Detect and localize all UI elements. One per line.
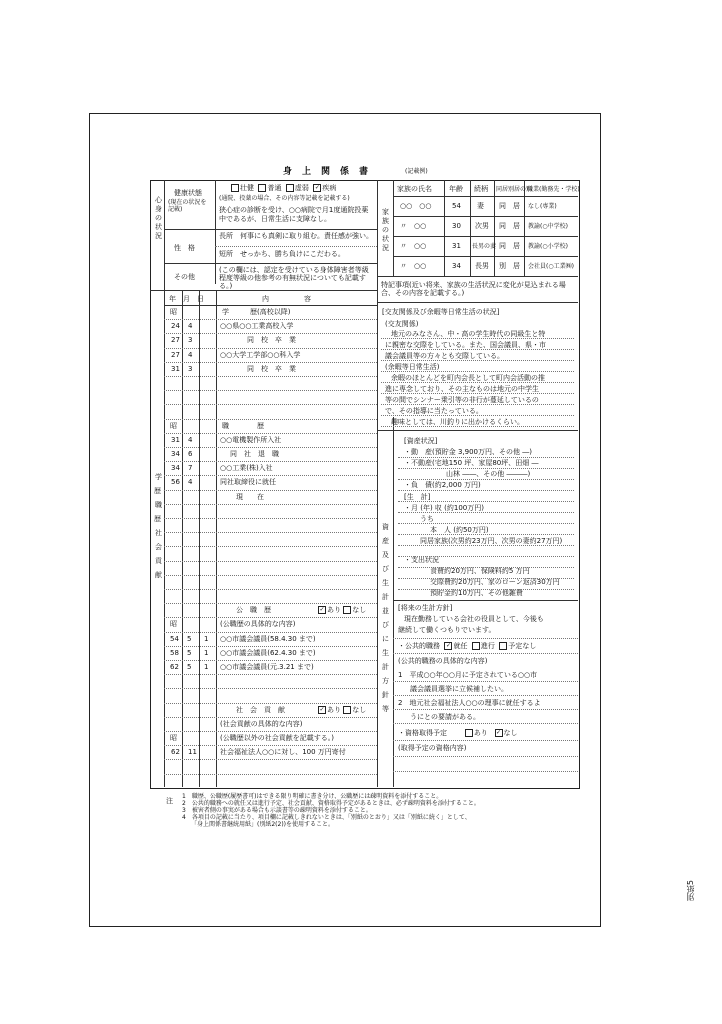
checkbox[interactable] (472, 642, 480, 650)
checkbox[interactable] (343, 606, 351, 614)
note-line: 2 公共的職務への就任又は進行予定、社会貢献、資格取得予定があるときは、必ず疎明資料を添付すること。 (182, 800, 480, 807)
history-month: 4 (188, 436, 193, 444)
checkbox[interactable] (286, 184, 294, 192)
public-duty-detail: (公共的職務の具体的な内容) (398, 657, 488, 665)
personality-strength: 長所 何事にも真剣に取り組む。責任感が強い。 (219, 232, 373, 240)
row-separator (164, 518, 377, 519)
page-label: 別紙5 (686, 880, 695, 902)
living-line: 食費約20万円、保険料約5 万円 (430, 567, 530, 575)
checkbox[interactable] (343, 706, 351, 714)
history-month: 5 (187, 635, 192, 643)
history-month: 4 (188, 351, 193, 359)
education-header: 学 歴(高校以降) (222, 308, 291, 316)
social-detail-label: (社会貢献の具体的な内容) (220, 720, 303, 728)
row-separator (164, 745, 377, 746)
plan-header: [将来の生計方針] (398, 604, 453, 612)
history-year: 54 (170, 635, 179, 643)
job-current: 現 在 (236, 493, 264, 501)
qualification-detail: (取得予定の資格内容) (398, 744, 467, 752)
leisure-label: (余暇等日常生活) (385, 363, 440, 371)
other-label: その他 (174, 273, 195, 281)
history-year: 34 (171, 450, 180, 458)
history-month: 3 (188, 365, 193, 373)
row-separator (164, 632, 377, 633)
health-option-weak: 虚弱 (286, 184, 309, 192)
social-contribution-options: ✓ あり なし (318, 706, 366, 715)
plan-line: 継続して働くつもりでいます。 (398, 626, 496, 634)
row-separator (398, 567, 574, 568)
row-separator (398, 578, 574, 579)
history-year: 58 (170, 649, 179, 657)
row-separator (398, 512, 574, 513)
history-col-content: 内 容 (262, 295, 311, 303)
living-line: 本 人 (約50万円) (430, 526, 489, 534)
note-line: 1 職歴、公職歴(履歴書可)はできる限り明確に書き分け、公職歴には疎明資料を添付すること。 (182, 793, 443, 800)
history-year: 62 (171, 748, 180, 756)
row-separator (164, 731, 377, 732)
checkbox[interactable] (465, 729, 473, 737)
era-label: 昭 (170, 308, 177, 316)
plan-line: 現在勤務している会社の役員として、今後も (404, 615, 544, 623)
history-month: 7 (188, 464, 193, 472)
social-contribution-header: 社 会 貢 献 (236, 706, 285, 714)
history-year: 34 (171, 464, 180, 472)
public-duty-line: 1 平成○○年○○月に予定されている○○市 (398, 671, 538, 679)
row-separator (398, 468, 574, 469)
leisure-text: 趣味としては、川釣りに出かけるくらい。 (391, 418, 524, 426)
row-separator (164, 348, 377, 349)
row-separator (381, 371, 574, 372)
social-note: (公職歴以外の社会貢献を記載する。) (220, 734, 334, 742)
row-separator (164, 575, 377, 576)
health-section-label: 心身の状況 (155, 196, 162, 240)
row-separator (164, 617, 377, 618)
public-office-options: ✓ あり なし (318, 606, 366, 615)
checkbox[interactable] (318, 706, 326, 714)
health-options (231, 184, 336, 193)
row-separator (381, 415, 574, 416)
history-day: 1 (204, 649, 209, 657)
living-line: うち (420, 515, 434, 523)
row-separator (398, 534, 574, 535)
history-month: 5 (187, 649, 192, 657)
row-separator (164, 589, 377, 590)
row-separator (164, 504, 377, 505)
history-entry: 同 校 卒 業 (247, 365, 296, 373)
history-entry: ○○市議会議員(62.4.30 まで) (220, 649, 316, 657)
history-month: 6 (188, 450, 193, 458)
family-col-occupation: 職業(勤務先・学校) (527, 186, 580, 193)
row-separator (381, 393, 574, 394)
history-col-date: 年 月 日 (169, 295, 204, 303)
row-separator (164, 475, 377, 476)
era-label: 昭 (170, 620, 177, 628)
leisure-text: 余暇のほとんどを町内会長として町内会活動の推 (391, 374, 545, 382)
history-entry: ○○大学工学部○○科入学 (220, 351, 301, 359)
living-line: 交際費約20万円、家のローン返済30万円 (430, 578, 560, 586)
row-separator (164, 674, 377, 675)
assets-line: ・動 産(預貯金 3,900万円、その他 ―) (404, 448, 532, 456)
history-entry: 同社取締役に就任 (220, 478, 276, 486)
row-separator (398, 457, 574, 458)
row-separator (381, 426, 574, 427)
history-entry: 同 社 退 職 (230, 450, 279, 458)
health-option-robust: 壮健 (231, 184, 254, 192)
personality-weakness: 短所 せっかち、勝ち負けにこだわる。 (219, 250, 345, 258)
row-separator (164, 603, 377, 604)
row-separator (381, 382, 574, 383)
health-option-normal: 普通 (258, 184, 281, 192)
row-separator (164, 461, 377, 462)
friends-text: 議会議員等の方々とも交際している。 (385, 352, 504, 360)
assets-line: ・負 債(約2,000 万円) (404, 481, 481, 489)
row-separator (398, 490, 574, 491)
history-day: 1 (204, 635, 209, 643)
notes-label: 注 (166, 797, 173, 805)
row-separator (398, 501, 574, 502)
row-separator (164, 490, 377, 491)
family-col-name: 家族の氏名 (397, 185, 432, 193)
living-header: [生 計] (404, 493, 431, 501)
assets-line: 山林 ――、その他 ―――) (446, 470, 531, 478)
row-separator (164, 703, 377, 704)
history-month: 4 (188, 478, 193, 486)
row-separator (164, 717, 377, 718)
other-text: (この欄には、認定を受けている身体障害者等級程度等級の他参考の有無状況についても記載する。) (219, 266, 369, 290)
era-label: 昭 (170, 734, 177, 742)
family-section-label: 家族の状況 (382, 208, 389, 252)
row-separator (164, 646, 377, 647)
row-separator (381, 349, 574, 350)
row-separator (381, 360, 574, 361)
history-year: 31 (171, 365, 180, 373)
row-separator (164, 774, 377, 775)
checkbox[interactable] (318, 606, 326, 614)
leisure-text: 等の間でシンナー乗引等の非行が蔓延しているの (385, 396, 539, 404)
row-separator (398, 556, 574, 557)
history-entry: 社会福祉法人○○に対し、100 万円寄付 (220, 748, 346, 756)
row-separator (398, 545, 574, 546)
health-status-label: 健康状態 (174, 189, 202, 197)
row-separator (164, 447, 377, 448)
health-status-text: 狭心症の診断を受け、○○病院で月1度通院投薬中であるが、日常生活に支障なし。 (219, 206, 369, 223)
row-separator (164, 319, 377, 320)
note-line: 「身上関係書継続用紙」(別紙2(2))を使用すること。 (191, 821, 334, 828)
public-duty-row: ・公共的職務 ✓ 就任 進行 予定なし (398, 642, 536, 651)
row-separator (164, 390, 377, 391)
assets-header: [資産状況] (404, 437, 438, 445)
row-separator (164, 561, 377, 562)
row-separator (164, 362, 377, 363)
public-office-detail-label: (公職歴の具体的な内容) (220, 620, 296, 628)
checkbox[interactable] (313, 184, 321, 192)
history-year: 62 (170, 663, 179, 671)
family-col-age: 年齢 (449, 185, 463, 193)
public-office-header: 公 職 歴 (236, 606, 271, 614)
history-year: 24 (171, 322, 180, 330)
era-label: 昭 (170, 422, 177, 430)
row-separator (164, 546, 377, 547)
history-day: 1 (204, 663, 209, 671)
form-title: 身上関係書 (283, 167, 379, 177)
friends-text: 地元のみなさん、中・高の学生時代の同級生と特 (391, 330, 546, 338)
assets-line: ・不動産(宅地150 坪、家屋80坪、田畑 ― (404, 459, 539, 467)
public-duty-line: 議会議員選挙に立候補したい。 (410, 685, 508, 693)
qualification-row: ・資格取得予定 あり ✓ なし (398, 729, 518, 738)
relations-header: [交友関係及び余暇等日常生活の状況] (382, 308, 500, 316)
checkbox[interactable] (499, 642, 507, 650)
history-year: 31 (171, 436, 180, 444)
leisure-text: 進に専念しており、その主なものは地元の中学生 (385, 385, 539, 393)
living-line: ・月 (年) 収 (約100万円) (404, 504, 484, 512)
family-col-relation: 続柄 (474, 185, 488, 193)
row-separator (164, 532, 377, 533)
row-separator (381, 338, 574, 339)
row-separator (164, 433, 377, 434)
history-entry: ○○市議会議員(58.4.30 まで) (220, 635, 316, 643)
row-separator (381, 404, 574, 405)
checkbox[interactable] (231, 184, 239, 192)
row-separator (398, 589, 574, 590)
history-year: 27 (171, 351, 180, 359)
history-entry: ○○県○○工業高校入学 (220, 322, 294, 330)
row-separator (164, 419, 377, 420)
history-month: 5 (187, 663, 192, 671)
public-duty-line: うにとの要請がある。 (410, 713, 480, 721)
assets-side-label: 資産及び生計並びに生計方針等 (382, 523, 389, 713)
note-line: 4 各項目の記載に当たり、項目欄に記載しきれないときは、「別紙のとおり」又は「別紙に続く」として、 (182, 814, 471, 821)
family-col-residence: 同居別居の別 (496, 186, 533, 193)
living-line: 同居家族(次男約23万円、次男の妻約27万円) (420, 537, 563, 545)
history-month: 4 (188, 322, 193, 330)
row-separator (164, 759, 377, 760)
history-year: 27 (171, 336, 180, 344)
personality-label: 性 格 (174, 244, 195, 252)
note-line: 3 被害者側の事実がある場合も示談書等の疎明資料を添付すること。 (182, 807, 372, 814)
row-separator (164, 376, 377, 377)
history-month: 11 (188, 748, 197, 756)
health-option-ill: ✓ 疾病 (313, 184, 336, 192)
job-header: 職 歴 (222, 422, 264, 430)
row-separator (398, 479, 574, 480)
history-year: 56 (171, 478, 180, 486)
living-line: ・支出状況 (404, 556, 439, 564)
leisure-text: で、その指導に当たっている。 (385, 407, 483, 415)
row-separator (164, 660, 377, 661)
public-duty-line: 2 地元社会福祉法人○○の理事に就任するよ (398, 699, 541, 707)
living-line: 預貯金約10万円、その他雑費 (430, 589, 523, 597)
row-separator (164, 688, 377, 689)
health-status-note2: (通院、投薬の場合、その内容等記載を記載する) (219, 195, 350, 202)
history-entry: ○○市議会議員(元.3.21 まで) (220, 663, 314, 671)
family-special-note: 特記事項(近い将来、家族の生活状況に変化が見込まれる場合、その内容を記載する。) (381, 281, 566, 297)
history-month: 3 (188, 336, 193, 344)
history-entry: ○○電機製作所入社 (220, 436, 282, 444)
friends-text: に親密な交際をしている。また、国会議員、県・市 (385, 341, 546, 349)
form-title-sub: (記載例) (405, 168, 428, 175)
history-side-label: 学歴・職歴・社会貢献 (154, 473, 168, 579)
checkbox[interactable] (495, 729, 503, 737)
health-status-note: (現在の状況を記載) (168, 199, 207, 213)
friends-label: (交友関係) (385, 320, 419, 328)
row-separator (164, 404, 377, 405)
checkbox[interactable] (444, 642, 452, 650)
history-entry: 同 校 卒 業 (247, 336, 296, 344)
checkbox[interactable] (258, 184, 266, 192)
row-separator (164, 333, 377, 334)
history-entry: ○○工業(株)入社 (220, 464, 273, 472)
row-separator (398, 523, 574, 524)
